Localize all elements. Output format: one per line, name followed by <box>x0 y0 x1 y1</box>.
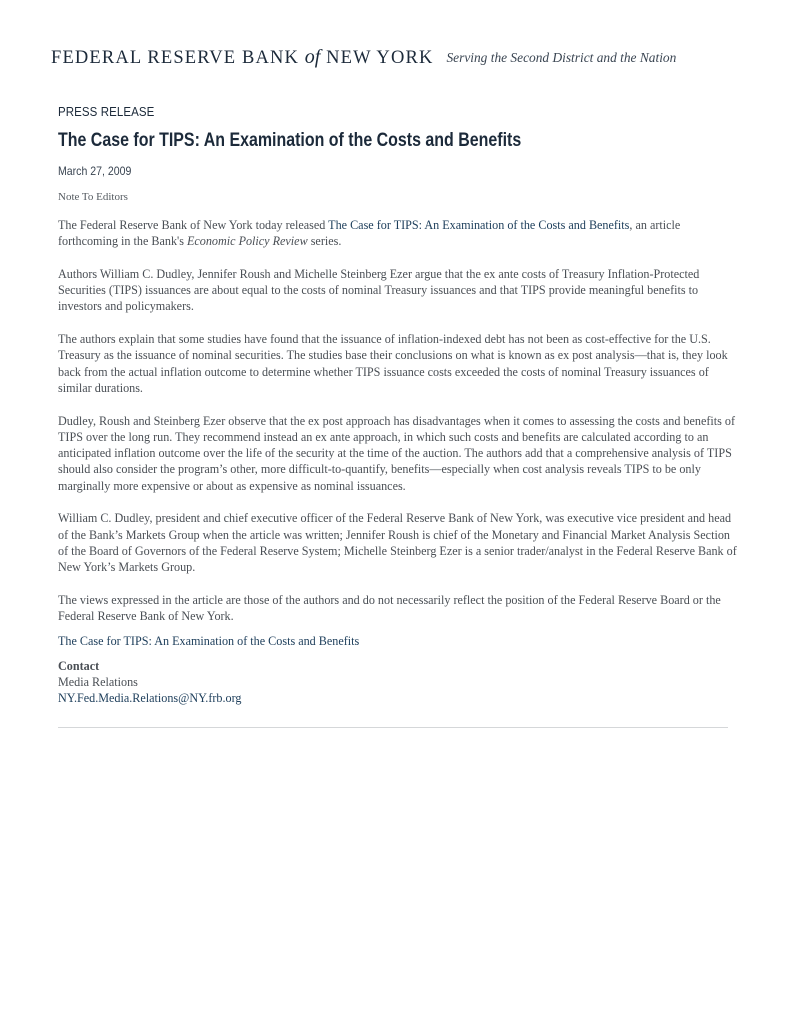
bank-name-logo[interactable] <box>51 48 433 68</box>
press-release-content <box>58 104 738 706</box>
kicker-label: PRESS RELEASE <box>58 105 155 119</box>
release-date: March 27, 2009 <box>58 164 132 178</box>
publication-name: Economic Policy Review <box>186 234 308 249</box>
page-title: The Case for TIPS: An Examination of the Costs and Benefits <box>58 130 522 151</box>
article-link[interactable]: The Case for TIPS: An Examination of the Costs and Benefits <box>58 634 360 649</box>
paragraph-studies: The authors explain that some studies have found that the issuance of inflation-indexed debt has not been as cost-effective for the U.S. Treasury as the issuance of nominal securities. The studies base their conclusions on what is known as ex post analysis—that is, they look back from the actual inflation outcome to determine whether TIPS issuance costs exceeded the costs of nominal Treasury issuances of similar durations. <box>58 332 728 395</box>
intro-text-after: series. <box>307 234 342 249</box>
bank-name-part1: FEDERAL RESERVE BANK <box>51 48 299 68</box>
bank-name-part2: NEW YORK <box>326 48 434 68</box>
tagline: Serving the Second District and the Nation <box>446 50 677 65</box>
masthead <box>51 47 676 68</box>
intro-text-before: The Federal Reserve Bank of New York today released <box>58 218 329 232</box>
article-inline-link[interactable]: The Case for TIPS: An Examination of the Costs and Benefits <box>328 218 630 232</box>
paragraph-disclaimer: The views expressed in the article are those of the authors and do not necessarily reflect the position of the Federal Reserve Board or the Federal Reserve Bank of New York. <box>58 592 721 624</box>
contact-heading: Contact <box>58 659 100 674</box>
paragraph-intro <box>58 217 738 250</box>
contact-email-line <box>58 690 738 706</box>
paragraph-bios: William C. Dudley, president and chief executive officer of the Federal Reserve Bank of New York, was executive vice president and head of the Bank’s Markets Group when the article was written; Jennifer Roush is chief of the Monetary and Financial Market Analysis Section of the Board of Governors of the Federal Reserve System; Michelle Steinberg Ezer is a senior trader/analyst in the Federal Reserve Bank of New York’s Markets Group. <box>58 511 737 575</box>
footer-divider <box>58 727 728 728</box>
note-to-editors: Note To Editors <box>58 191 128 203</box>
paragraph-authors: Authors William C. Dudley, Jennifer Roush and Michelle Steinberg Ezer argue that the ex ante costs of Treasury Inflation-Protected Securities (TIPS) issuances are about equal to the costs of nominal Treasury issuances and that TIPS provide meaningful benefits to investors and policymakers. <box>58 266 700 314</box>
paragraph-approach: Dudley, Roush and Steinberg Ezer observe that the ex post approach has disadvantages when it comes to assessing the costs and benefits of TIPS over the long run. They recommend instead an ex ante approach, in which such costs and benefits are calculated according to an anticipated inflation outcome over the life of the security at the time of the auction. The authors add that a comprehensive analysis of TIPS should also consider the program’s other, more difficult-to-quantify, benefits—especially when cost analysis reveals TIPS to be only marginally more expensive or about as expensive as nominal issuances. <box>58 413 736 493</box>
contact-email-link[interactable]: NY.Fed.Media.Relations@NY.frb.org <box>58 691 242 706</box>
contact-name: Media Relations <box>58 675 138 690</box>
bank-name-of: of <box>304 46 321 68</box>
intro-text-middle: , an article forthcoming in the Bank's <box>58 218 681 249</box>
